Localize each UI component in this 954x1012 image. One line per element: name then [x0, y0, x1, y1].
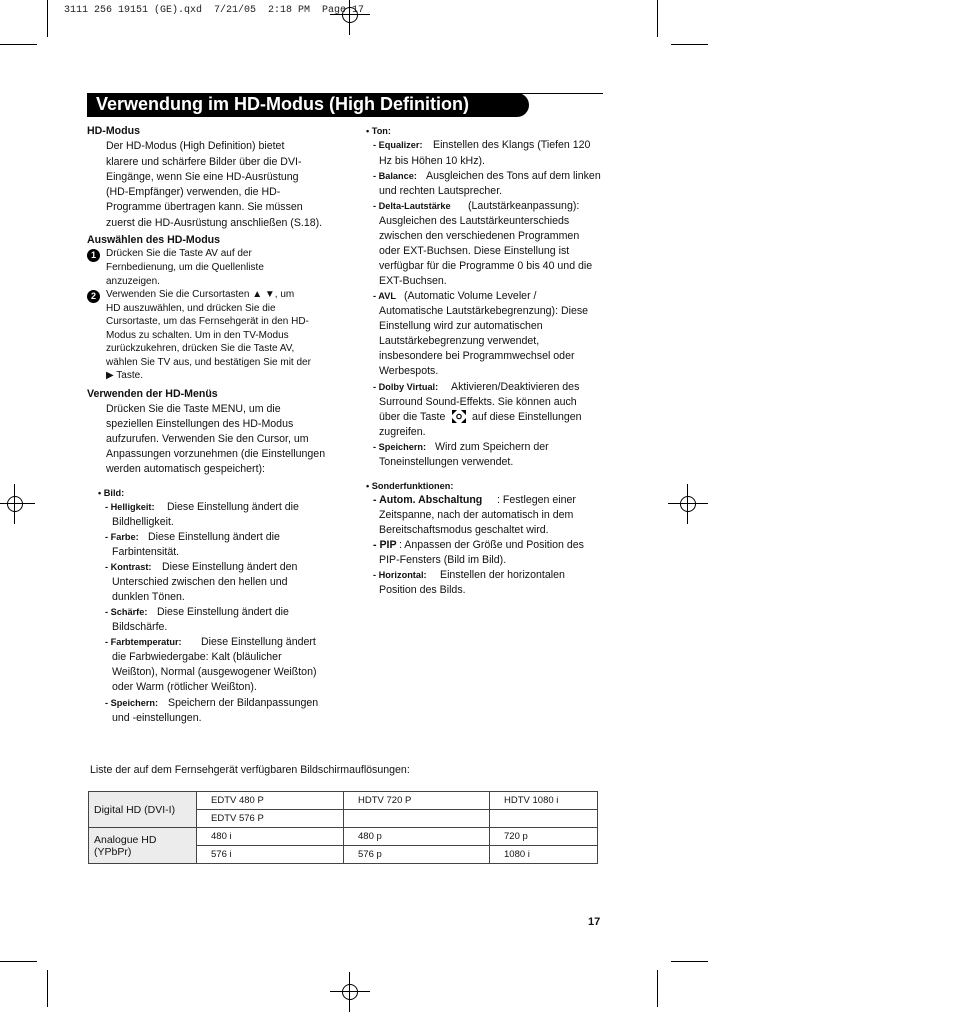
- section-heading: Verwenden der HD-Menüs: [87, 388, 218, 400]
- step-line: Fernbedienung, um die Quellenliste: [106, 262, 264, 273]
- paragraph-line: Anpassungen vorzunehmen (die Einstellungen: [106, 448, 326, 460]
- section-heading: HD-Modus: [87, 125, 140, 137]
- item-line: Werbespots.: [379, 365, 439, 377]
- item-line: Diese Einstellung ändert die: [157, 606, 289, 618]
- table-cell: 480 p: [344, 828, 490, 846]
- table-row: [89, 828, 598, 846]
- item-label: - Farbe:: [105, 532, 139, 542]
- item-line: Bildschärfe.: [112, 621, 168, 633]
- item-label: - AVL: [373, 291, 396, 301]
- page-title: Verwendung im HD-Modus (High Definition): [96, 94, 469, 114]
- section-heading: Auswählen des HD-Modus: [87, 234, 221, 246]
- item-line: Diese Einstellung ändert den: [162, 561, 298, 573]
- item-line: Position des Bilds.: [379, 584, 466, 596]
- registration-mark: [678, 494, 698, 514]
- item-label: - Dolby Virtual:: [373, 382, 439, 392]
- item-line: zwischen den verschiedenen Programmen: [379, 230, 580, 242]
- registration-mark: [340, 982, 360, 1002]
- print-slug-line: 3111 256 19151 (GE).qxd 7/21/05 2:18 PM Page 17: [64, 5, 365, 16]
- item-line: Zeitspanne, nach der automatisch in dem: [379, 509, 574, 521]
- resolution-table: [88, 791, 598, 864]
- step-number-1: 1: [87, 249, 100, 262]
- item-line: Unterschied zwischen den hellen und: [112, 576, 288, 588]
- table-cell: 720 p: [490, 828, 598, 846]
- crop-mark: [47, 0, 48, 37]
- item-line: insbesondere bei Programmwechsel oder: [379, 350, 575, 362]
- item-line: Wird zum Speichern der: [435, 441, 549, 453]
- item-line: Toneinstellungen verwendet.: [379, 456, 514, 468]
- paragraph-line: zuerst die HD-Ausrüstung anschließen (S.18).: [106, 217, 323, 229]
- step-line: Drücken Sie die Taste AV auf der: [106, 248, 252, 259]
- paragraph-line: Drücken Sie die Taste MENU, um die: [106, 403, 281, 415]
- table-cell: 1080 i: [490, 846, 598, 864]
- item-line: und rechten Lautsprecher.: [379, 185, 503, 197]
- paragraph-line: klarere und schärfere Bilder über die DVI-: [106, 156, 302, 168]
- item-label: - Helligkeit:: [105, 502, 155, 512]
- item-line: Bildhelligkeit.: [112, 516, 174, 528]
- ton-label: • Ton:: [366, 126, 391, 136]
- item-line: Einstellung wird zur automatischen: [379, 320, 543, 332]
- item-line: Bereitschaftsmodus geschaltet wird.: [379, 524, 549, 536]
- item-line: Automatische Lautstärkebegrenzung): Diese: [379, 305, 589, 317]
- sonderfunktionen-label: • Sonderfunktionen:: [366, 481, 454, 491]
- surround-button-icon: [451, 409, 467, 424]
- item-line: verfügbar für die Programme 0 bis 40 und die: [379, 260, 593, 272]
- item-label: - Horizontal:: [373, 570, 427, 580]
- item-line: Diese Einstellung ändert die: [167, 501, 299, 513]
- table-cell: 576 i: [197, 846, 344, 864]
- crop-mark: [0, 44, 37, 45]
- item-line: Farbintensität.: [112, 546, 180, 558]
- item-line: Diese Einstellung ändert die: [148, 531, 280, 543]
- step-line: zurückzukehren, drücken Sie die Taste AV,: [106, 343, 295, 354]
- crop-mark: [657, 970, 658, 1007]
- step-line: ▶ Taste.: [106, 370, 143, 381]
- item-label: - Speichern:: [105, 698, 159, 708]
- row-header: Digital HD (DVI-I): [89, 792, 197, 828]
- item-line: : Anpassen der Größe und Position des: [399, 539, 584, 551]
- item-line: PIP-Fensters (Bild im Bild).: [379, 554, 507, 566]
- item-label: - Speichern:: [373, 442, 427, 452]
- step-line: HD auszuwählen, und drücken Sie die: [106, 303, 276, 314]
- item-line: EXT-Buchsen.: [379, 275, 447, 287]
- crop-mark: [671, 961, 708, 962]
- item-line: Weißton), Normal (ausgewogener Weißton): [112, 666, 317, 678]
- paragraph-line: aufzurufen. Verwenden Sie den Cursor, um: [106, 433, 309, 445]
- paragraph-line: speziellen Einstellungen des HD-Modus: [106, 418, 294, 430]
- crop-mark: [47, 970, 48, 1007]
- item-line: Surround Sound-Effekts. Sie können auch: [379, 396, 577, 408]
- paragraph-line: Programme übertragen kann. Sie müssen: [106, 201, 303, 213]
- item-label: - Kontrast:: [105, 562, 152, 572]
- paragraph-line: werden automatisch gespeichert):: [106, 463, 265, 475]
- crop-mark: [671, 44, 708, 45]
- item-line: zugreifen.: [379, 426, 426, 438]
- step-line: Cursortaste, um das Fernsehgerät in den HD-: [106, 316, 309, 327]
- item-line: (Automatic Volume Leveler /: [404, 290, 537, 302]
- item-label: - Balance:: [373, 171, 417, 181]
- step-line: wählen Sie TV aus, und bestätigen Sie mit der: [106, 357, 311, 368]
- paragraph-line: Eingänge, wenn Sie eine HD-Ausrüstung: [106, 171, 299, 183]
- table-cell: EDTV 480 P: [197, 792, 344, 810]
- step-number-2: 2: [87, 290, 100, 303]
- item-label: - Delta-Lautstärke: [373, 201, 451, 211]
- item-label: - PIP: [373, 539, 397, 551]
- item-line: : Festlegen einer: [497, 494, 576, 506]
- item-label: - Farbtemperatur:: [105, 637, 182, 647]
- paragraph-line: (HD-Empfänger) verwenden, die HD-: [106, 186, 281, 198]
- item-line: Diese Einstellung ändert: [201, 636, 316, 648]
- item-label: - Autom. Abschaltung: [373, 494, 483, 506]
- table-cell: 576 p: [344, 846, 490, 864]
- item-line: Ausgleichen des Lautstärkeunterschieds: [379, 215, 570, 227]
- item-line: Einstellen des Klangs (Tiefen 120: [433, 139, 591, 151]
- item-line: und -einstellungen.: [112, 712, 202, 724]
- item-label: - Schärfe:: [105, 607, 148, 617]
- item-line: Lautstärkebegrenzung verwendet,: [379, 335, 540, 347]
- table-cell: [344, 810, 490, 828]
- item-line: Einstellen der horizontalen: [440, 569, 565, 581]
- crop-mark: [657, 0, 658, 37]
- table-cell: [490, 810, 598, 828]
- item-line: oder EXT-Buchsen. Diese Einstellung ist: [379, 245, 570, 257]
- table-cell: EDTV 576 P: [197, 810, 344, 828]
- table-intro: Liste der auf dem Fernsehgerät verfügbaren Bildschirmauflösungen:: [90, 764, 410, 776]
- item-line: Hz bis Höhen 10 kHz).: [379, 155, 485, 167]
- row-header: Analogue HD (YPbPr): [89, 828, 197, 864]
- step-line: Modus zu schalten. Um in den TV-Modus: [106, 330, 289, 341]
- item-line: (Lautstärkeanpassung):: [468, 200, 580, 212]
- bild-label: • Bild:: [98, 488, 125, 498]
- item-line: Speichern der Bildanpassungen: [168, 697, 319, 709]
- table-cell: HDTV 720 P: [344, 792, 490, 810]
- crop-mark: [0, 961, 37, 962]
- item-label: - Equalizer:: [373, 140, 423, 150]
- item-line: die Farbwiedergabe: Kalt (bläulicher: [112, 651, 282, 663]
- item-line: über die Taste: [379, 411, 446, 423]
- step-line: Verwenden Sie die Cursortasten ▲ ▼, um: [106, 289, 295, 300]
- paragraph-line: Der HD-Modus (High Definition) bietet: [106, 140, 285, 152]
- item-line: Aktivieren/Deaktivieren des: [451, 381, 580, 393]
- item-line: dunklen Tönen.: [112, 591, 185, 603]
- item-line: Ausgleichen des Tons auf dem linken: [426, 170, 601, 182]
- table-cell: 480 i: [197, 828, 344, 846]
- page-number: 17: [588, 916, 601, 928]
- step-line: anzuzeigen.: [106, 276, 160, 287]
- item-line: oder Warm (rötlicher Weißton).: [112, 681, 257, 693]
- table-row: [89, 792, 598, 810]
- item-line: auf diese Einstellungen: [472, 411, 582, 423]
- table-cell: HDTV 1080 i: [490, 792, 598, 810]
- registration-mark: [5, 494, 25, 514]
